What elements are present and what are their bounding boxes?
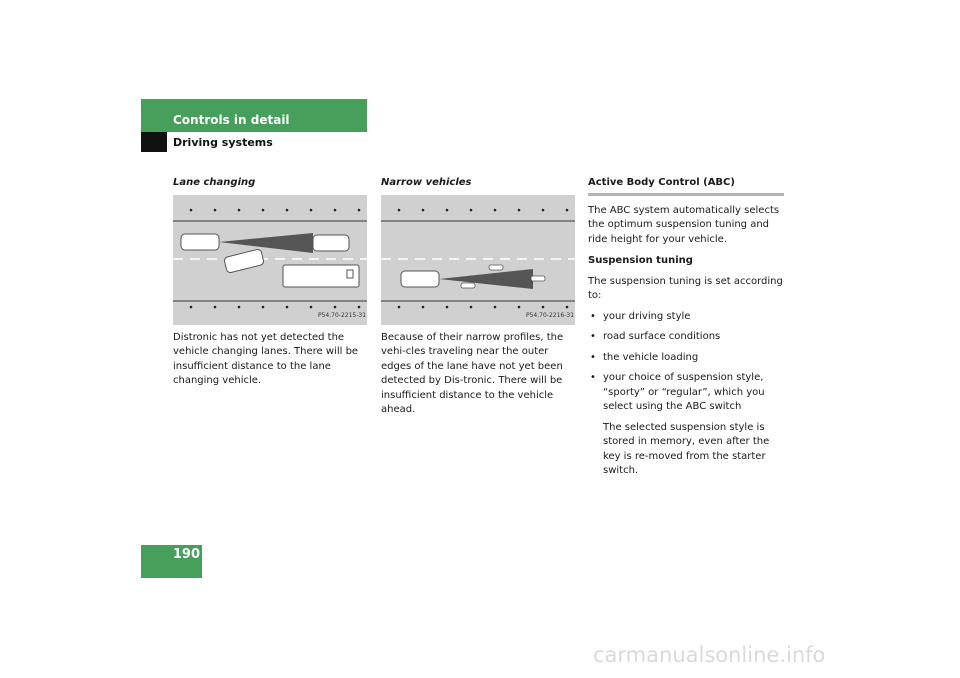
column-abc	[588, 176, 784, 479]
lane-changing-figure-code: P54.70-2215-31	[318, 312, 367, 319]
suspension-note: The selected suspension style is stored in memory, even after the key is re-moved from the starter switch.	[603, 421, 770, 476]
list-item: • the vehicle loading	[588, 351, 784, 366]
header-marker	[141, 132, 167, 152]
column-lane-changing	[173, 176, 369, 389]
chapter-title: Controls in detail	[173, 113, 290, 127]
lane-changing-figure	[173, 195, 367, 325]
narrow-vehicles-figure	[381, 195, 575, 325]
abc-intro: The ABC system automatically selects the optimum suspension tuning and ride height for your vehicle.	[588, 204, 780, 245]
abc-section-title: Active Body Control (ABC)	[588, 176, 784, 196]
list-item: • road surface conditions	[588, 330, 784, 345]
suspension-tuning-heading: Suspension tuning	[588, 255, 693, 266]
page-number: 190	[172, 547, 200, 562]
lane-changing-heading: Lane changing	[173, 177, 256, 188]
suspension-factors-list	[588, 310, 784, 415]
narrow-vehicles-figure-code: P54.70-2216-31	[526, 312, 575, 319]
lane-changing-text: Distronic has not yet detected the vehicle changing lanes. There will be insufficient distance to the lane changing vehicle.	[173, 331, 359, 386]
column-narrow-vehicles	[381, 176, 577, 418]
suspension-lead: The suspension tuning is set according to:	[588, 275, 783, 301]
narrow-vehicles-text: Because of their narrow profiles, the vehi-cles traveling near the outer edges of the lane have not yet been detected by Dis-tronic. There will be insufficient distance to the vehicle ahead.	[381, 331, 564, 415]
list-item: • your driving style	[588, 310, 784, 325]
list-item: • your choice of suspension style, “sporty” or “regular”, which you select using the ABC switch	[588, 371, 784, 415]
narrow-vehicles-heading: Narrow vehicles	[381, 177, 472, 188]
section-title: Driving systems	[173, 136, 273, 149]
watermark: carmanualsonline.info	[593, 643, 826, 667]
